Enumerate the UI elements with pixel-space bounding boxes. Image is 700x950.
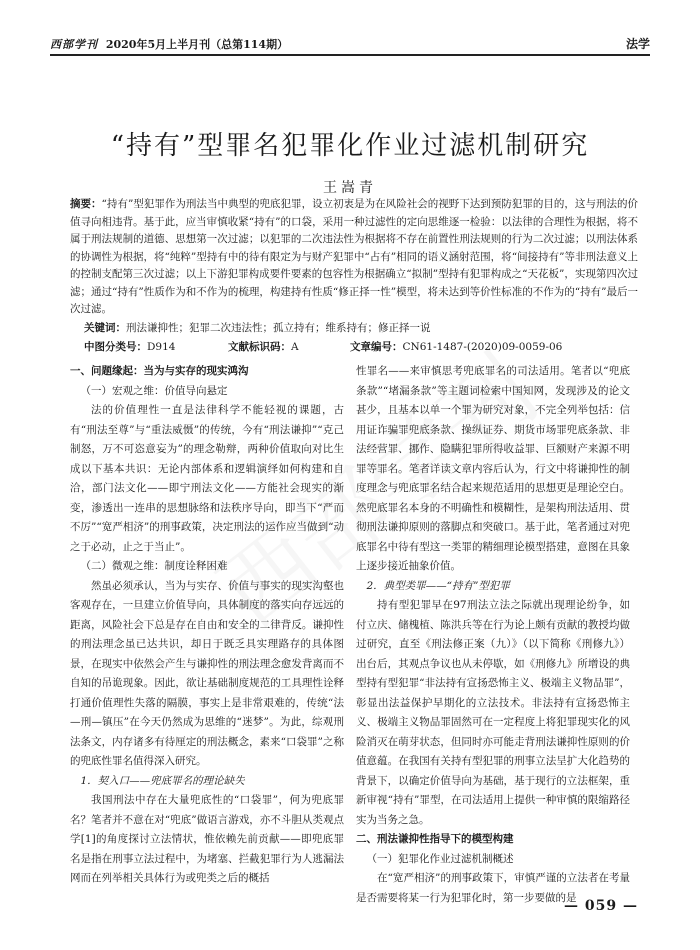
article-number-label: 文章编号： (350, 341, 403, 353)
section-heading-2: 二、刑法谦抑性指导下的模型构建 (356, 833, 514, 845)
journal-name: 西部学刊 (50, 38, 98, 51)
keywords-label: 关键词： (84, 322, 126, 334)
clc-value: D914 (147, 341, 176, 353)
page-number: — 059 — (564, 898, 638, 914)
subsection-heading-3: （一）犯罪化作业过滤机制概述 (366, 852, 514, 865)
section-heading-1: 一、问题缘起：当为与实存的现实鸿沟 (70, 365, 249, 377)
paragraph-4: 性罪名——来审慎思考兜底罪名的司法适用。笔者以“兜底条款”“堵漏条款”等主题词检索中国知网，发现涉及的论文甚少，且基本以单一个罪为研究对象，不完全列举包括：信用证诈骗罪兜底条款、操纵证券、期货市场罪兜底条款、非法经营罪、挪作、隐瞒犯罪所得收益罪、巨额财产来源不明罪等罪名。笔者详读文章内容后认为，行文中将谦抑性的制度理念与兜底罪名结合起来规范适用的思想更是理论空白。然兜底罪名本身的不明确性和模糊性，是架构刑法适用、贯彻刑法谦抑原则的落脚点和突破口。基于此，笔者通过对兜底罪名中待有型这一类罪的精细理论模型搭建，意图在具象上逐步接近抽象价值。 (356, 365, 630, 572)
journal-issue-line (50, 36, 288, 52)
section-name: 法学 (625, 37, 650, 51)
article-title: “持有”型罪名犯罪化作业过滤机制研究 (110, 131, 590, 161)
subsection-heading-1: （一）宏观之维：价值导向悬定 (80, 384, 228, 397)
subheading-1: 1．契入口——兜底罪名的理论缺失 (80, 774, 245, 787)
subsection-heading-2: （二）微观之维：制度诠释困难 (80, 560, 228, 572)
paragraph-1: 法的价值理性一直是法律科学不能轻视的课题，古有“刑法至尊”与“重法威慑”的传统，今有“刑法谦抑”“克己制怒，万不可恣意妄为”的理念勒辩，两种价值取向对比生成以下基本共识：无论内部体系和逻辑演绎如何构建和自洽，部门法文化——即宁刑法文化——方能社会现实的渐变，渗透出一连串的思想脉络和法秩序导向，即当下“严而不厉”“宽严相济”的刑事政策，决定刑法的运作应当做到“动之于必动，止之于当止”。 (70, 404, 344, 553)
abstract (70, 196, 638, 319)
abstract-label: 摘要： (70, 198, 102, 210)
paragraph-3: 我国刑法中存在大量兜底性的“口袋罪”，何为兜底罪名？笔者并不意在对“兜底”做语言游戏，亦不斗胆从类观点学[1]的角度探讨立法情状，惟依赖先前贡献——即兜底罪名是指在刑事立法过程中，为堵塞、拦截犯罪行为人逃漏法网而在列举相关具体行为或兜类之后的概括 (70, 794, 344, 884)
paragraph-2: 然虽必须承认，当为与实存、价值与事实的现实沟壑也客观存在，一旦建立价值导向，具体制度的落实向存远远的距离，风险社会下总是存在自由和安全的二律背反。谦抑性的刑法理念虽已达共识，却日于既乏具实理路存的具体图景，在现实中依然会产生与谦抑性的刑法理念愈发背离而不自知的吊诡现象。因此，欲让基础制度规范的工具理性诠释打通价值理性失落的隔膜，事实上是非常艰难的，传统“法—刑—镇压”在今天仍然成为思维的“迷梦”。为此，综观刑法条文，内存诸多有待厘定的刑法概念，素来“口袋罪”之称的兜底性罪名值得深入研究。 (70, 579, 344, 767)
header-rule (50, 54, 650, 56)
doc-code-label: 文献标识码： (228, 341, 291, 353)
clc-label: 中图分类号： (84, 341, 147, 353)
document-code (228, 339, 299, 354)
right-column (356, 362, 630, 908)
paragraph-6: 在“宽严相济”的刑事政策下，审慎严谨的立法者在考量是否需要将某一行为犯罪化时，第一步要做的是 (356, 872, 630, 904)
keywords (84, 320, 431, 335)
author-name: 王嵩青 (323, 180, 377, 196)
clc-number (84, 339, 175, 354)
paragraph-5: 持有型犯罪早在97刑法立法之际就出现理论纷争，如付立庆、储槐植、陈洪兵等在行为论上颇有贡献的教授均做过研究，直至《刑法修正案（九）》（以下简称《刑修九》）出台后，其观点争议也从未停歇，如《刑修九》所增设的典型持有型犯罪“非法持有宣扬恐怖主义、极端主义物品罪”，彰显出法益保护早期化的立法技术。非法持有宣扬恐怖主义、极端主义物品罪固然可在一定程度上将犯罪现实化的风险消灭在萌芽状态，但同时亦可能走背刑法谦抑性原则的价值意蕴。在我国有关持有型犯罪的刑事立法呈扩大化趋势的背景下，以确定价值导向为基础，基于现行的立法框架，重新审视“持有”罪型，在司法适用上提供一种审慎的限缩路径实为当务之急。 (356, 599, 630, 826)
article-number-value: CN61-1487-(2020)09-0059-06 (402, 341, 563, 353)
issue-info: 2020年5月上半月刊（总第114期） (105, 38, 289, 51)
running-header (50, 34, 650, 56)
left-column (70, 362, 344, 889)
article-number (350, 339, 562, 354)
keywords-text: 刑法谦抑性；犯罪二次违法性；孤立持有；维系持有；修正择一说 (126, 322, 431, 334)
doc-code-value: A (291, 341, 299, 353)
subheading-2: 2．典型类罪——“持有”型犯罪 (366, 579, 510, 592)
abstract-text: “持有”型犯罪作为刑法当中典型的兜底犯罪，设立初衷是为在风险社会的视野下达到预防犯罪的目的，这与刑法的价值寻向相违背。基于此，应当审慎收紧“持有”的口袋，采用一种过滤性的定向思维逐一检验：以法律的合理性为根据，将不属于刑法规制的道德、思想第一次过滤；以犯罪的二次违法性为根据将不存在前置性刑法规则的行为二次过滤；以刑法体系的协调性为根据，将“纯粹”型持有中的待有限定为与财产犯罪中“占有”相同的语义涵射范围，将“间接持有”等非刑法意义上的控制支配第三次过滤；以上下游犯罪构成要件要素的包容性为根据确立“拟制”型持有犯罪构成之“天花板”，实现第四次过滤；通过“持有”性质作为和不作为的梳理，构建持有性质“修正择一性”模型，将未达到等价性标准的不作为的“持有”最后一次过滤。 (70, 198, 639, 315)
